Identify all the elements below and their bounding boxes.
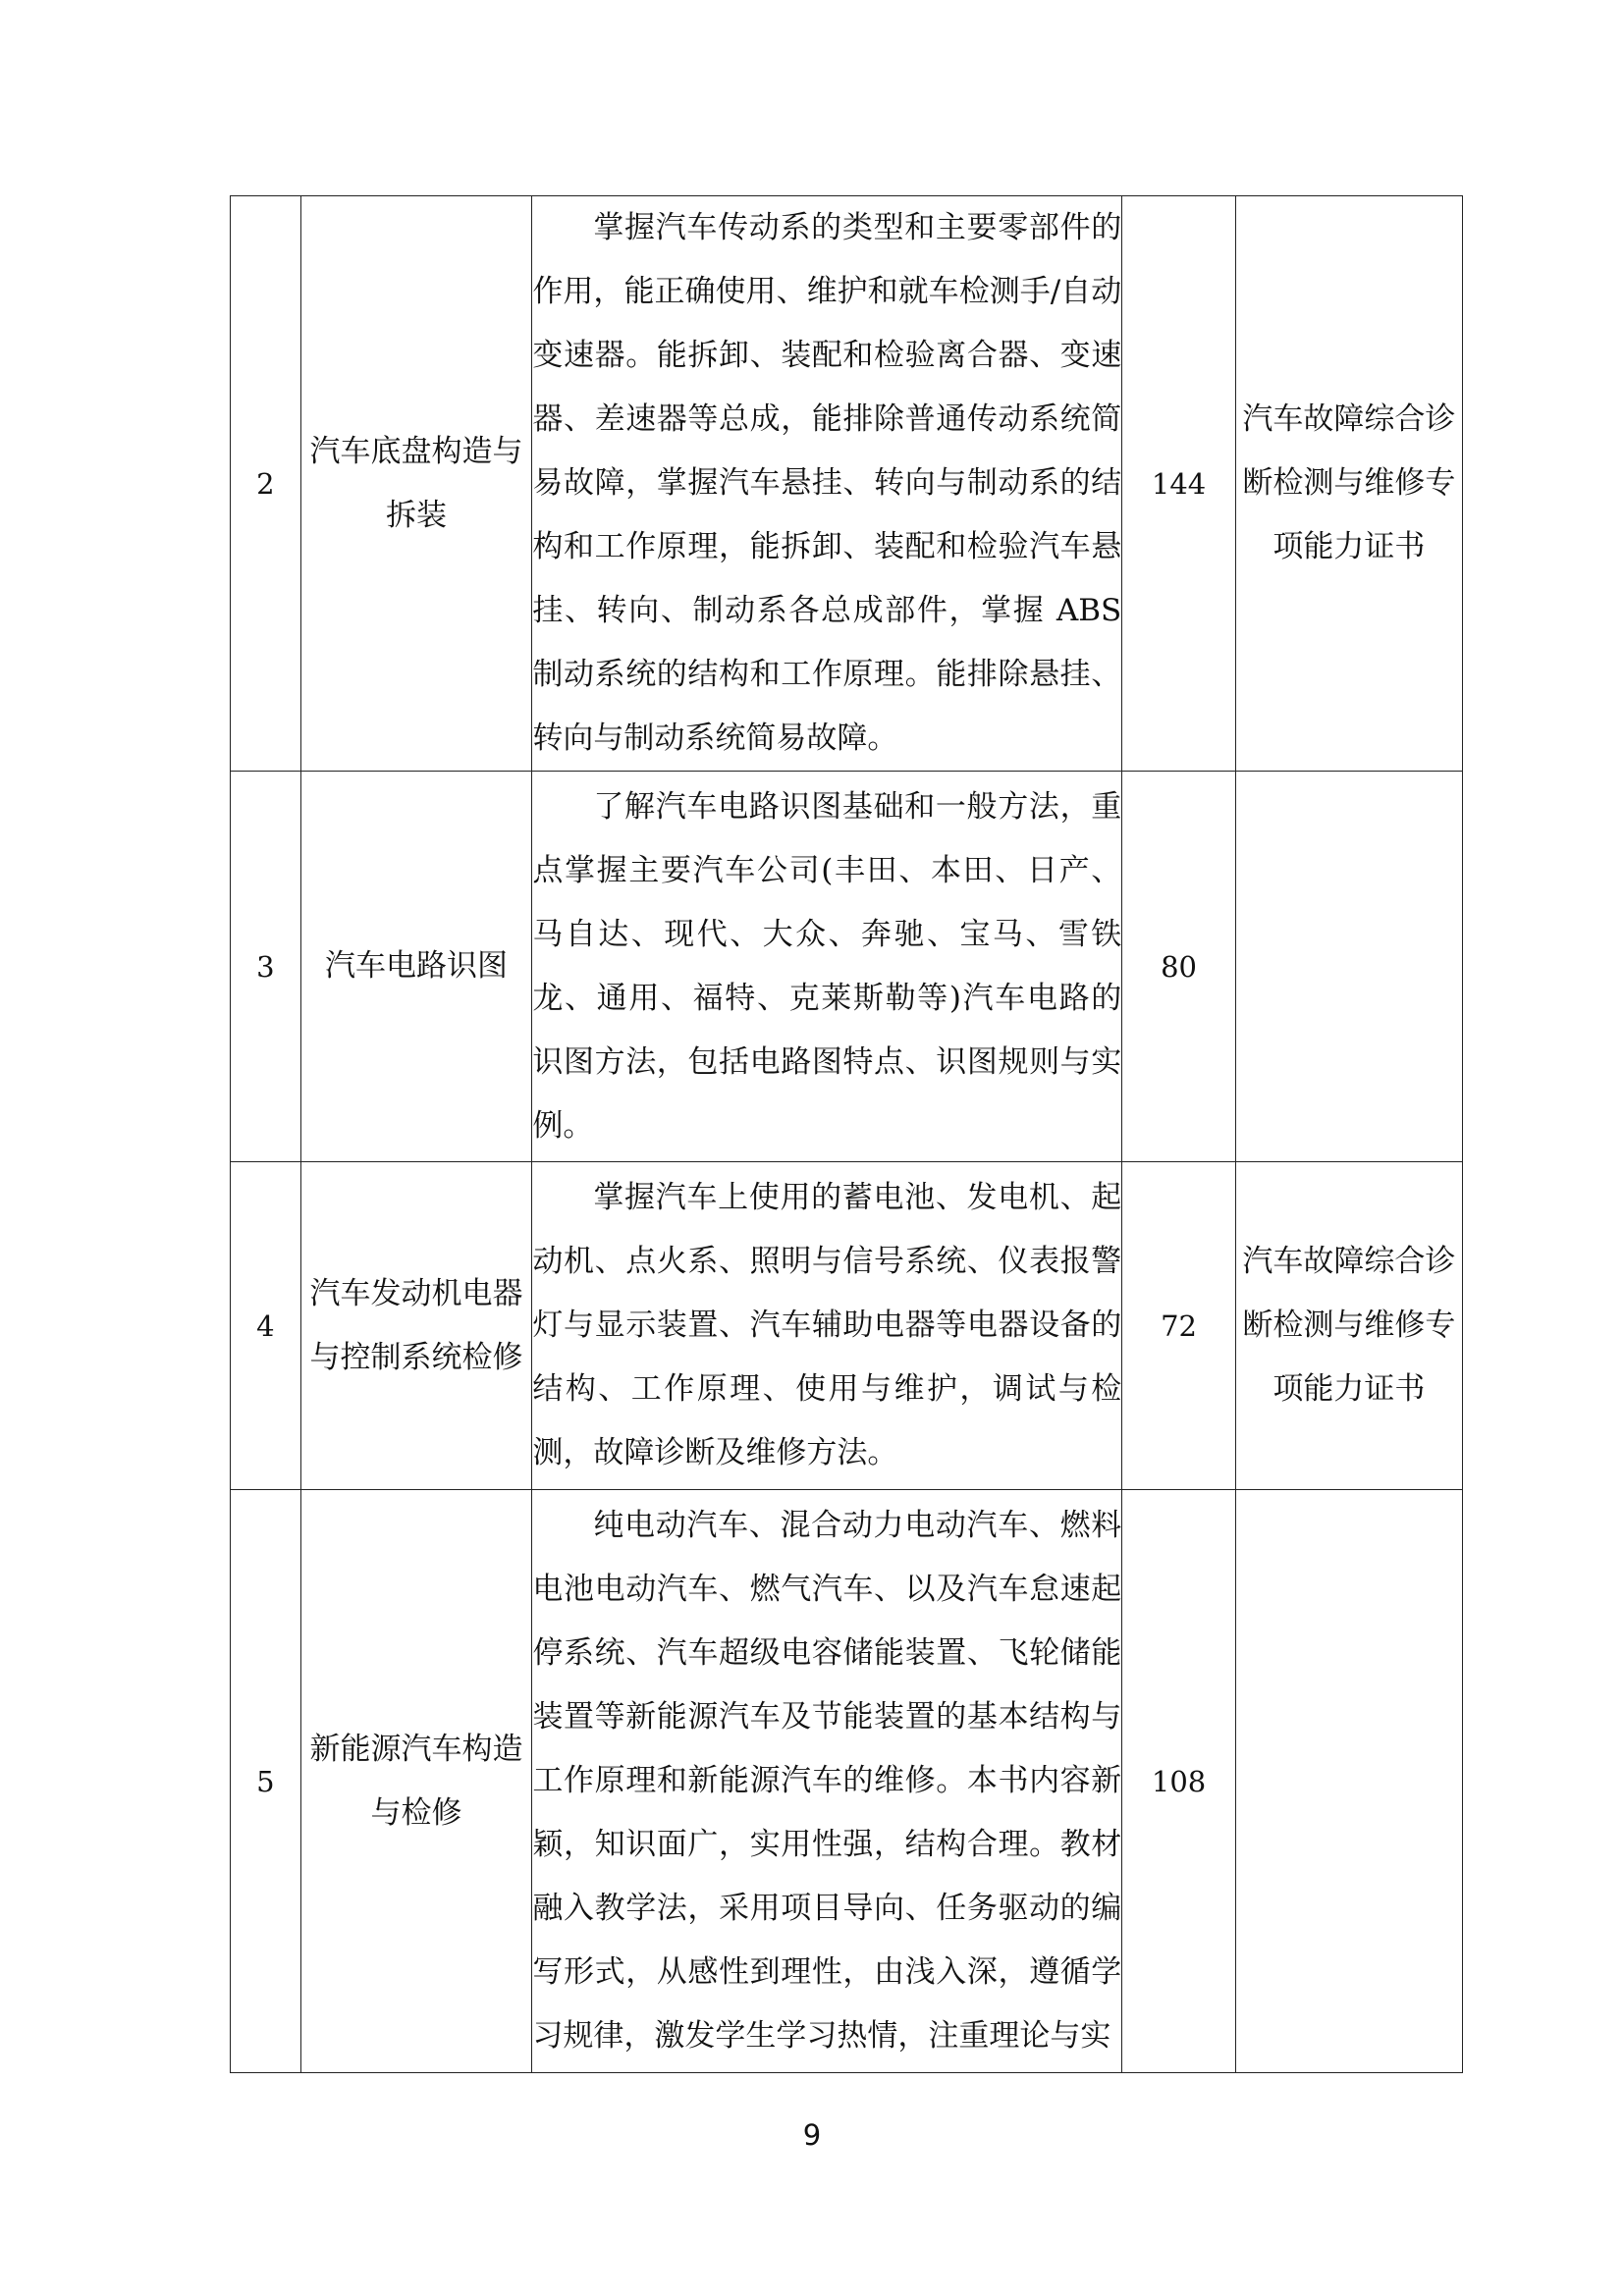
table-row [231,196,1463,772]
course-description [532,196,1122,772]
course-certificate [1235,1490,1462,2073]
course-description-text: 掌握汽车上使用的蓄电池、发电机、起动机、点火系、照明与信号系统、仪表报警灯与显示装置、汽车辅助电器等电器设备的结构、工作原理、使用与维护，调试与检测，故障诊断及维修方法。 [532,1180,1122,1470]
table-row [231,1490,1463,2073]
row-number: 5 [231,1490,301,2073]
course-hours: 72 [1122,1162,1236,1490]
course-name: 汽车底盘构造与拆装 [300,196,532,772]
course-certificate: 汽车故障综合诊断检测与维修专项能力证书 [1235,1162,1462,1490]
page-number: 9 [802,2118,822,2152]
row-number: 3 [231,772,301,1162]
course-name: 新能源汽车构造与检修 [300,1490,532,2073]
course-name: 汽车发动机电器与控制系统检修 [300,1162,532,1490]
row-number: 2 [231,196,301,772]
course-description-text: 掌握汽车传动系的类型和主要零部件的作用，能正确使用、维护和就车检测手/自动变速器。能拆卸、装配和检验离合器、变速器、差速器等总成，能排除普通传动系统简易故障，掌握汽车悬挂、转向与制动系的结构和工作原理，能拆卸、装配和检验汽车悬挂、转向、制动系各总成部件，掌握 ABS 制动系统的结构和工作原理。能排除悬挂、转向与制动系统简易故障。 [532,210,1122,756]
course-hours: 80 [1122,772,1236,1162]
course-table [230,195,1463,2073]
course-certificate: 汽车故障综合诊断检测与维修专项能力证书 [1235,196,1462,772]
row-number: 4 [231,1162,301,1490]
table-row [231,772,1463,1162]
course-description-text: 纯电动汽车、混合动力电动汽车、燃料电池电动汽车、燃气汽车、以及汽车怠速起停系统、汽车超级电容储能装置、飞轮储能装置等新能源汽车及节能装置的基本结构与工作原理和新能源汽车的维修。本书内容新颖，知识面广，实用性强，结构合理。教材融入教学法，采用项目导向、任务驱动的编写形式，从感性到理性，由浅入深，遵循学习规律，激发学生学习热情，注重理论与实 [532,1508,1122,2054]
course-description [532,1162,1122,1490]
course-certificate [1235,772,1462,1162]
course-description [532,1490,1122,2073]
course-hours: 108 [1122,1490,1236,2073]
course-description [532,772,1122,1162]
course-description-text: 了解汽车电路识图基础和一般方法，重点掌握主要汽车公司(丰田、本田、日产、马自达、现代、大众、奔驰、宝马、雪铁龙、通用、福特、克莱斯勒等)汽车电路的识图方法，包括电路图特点、识图规则与实例。 [532,788,1122,1144]
course-name: 汽车电路识图 [300,772,532,1162]
course-hours: 144 [1122,196,1236,772]
table-row [231,1162,1463,1490]
